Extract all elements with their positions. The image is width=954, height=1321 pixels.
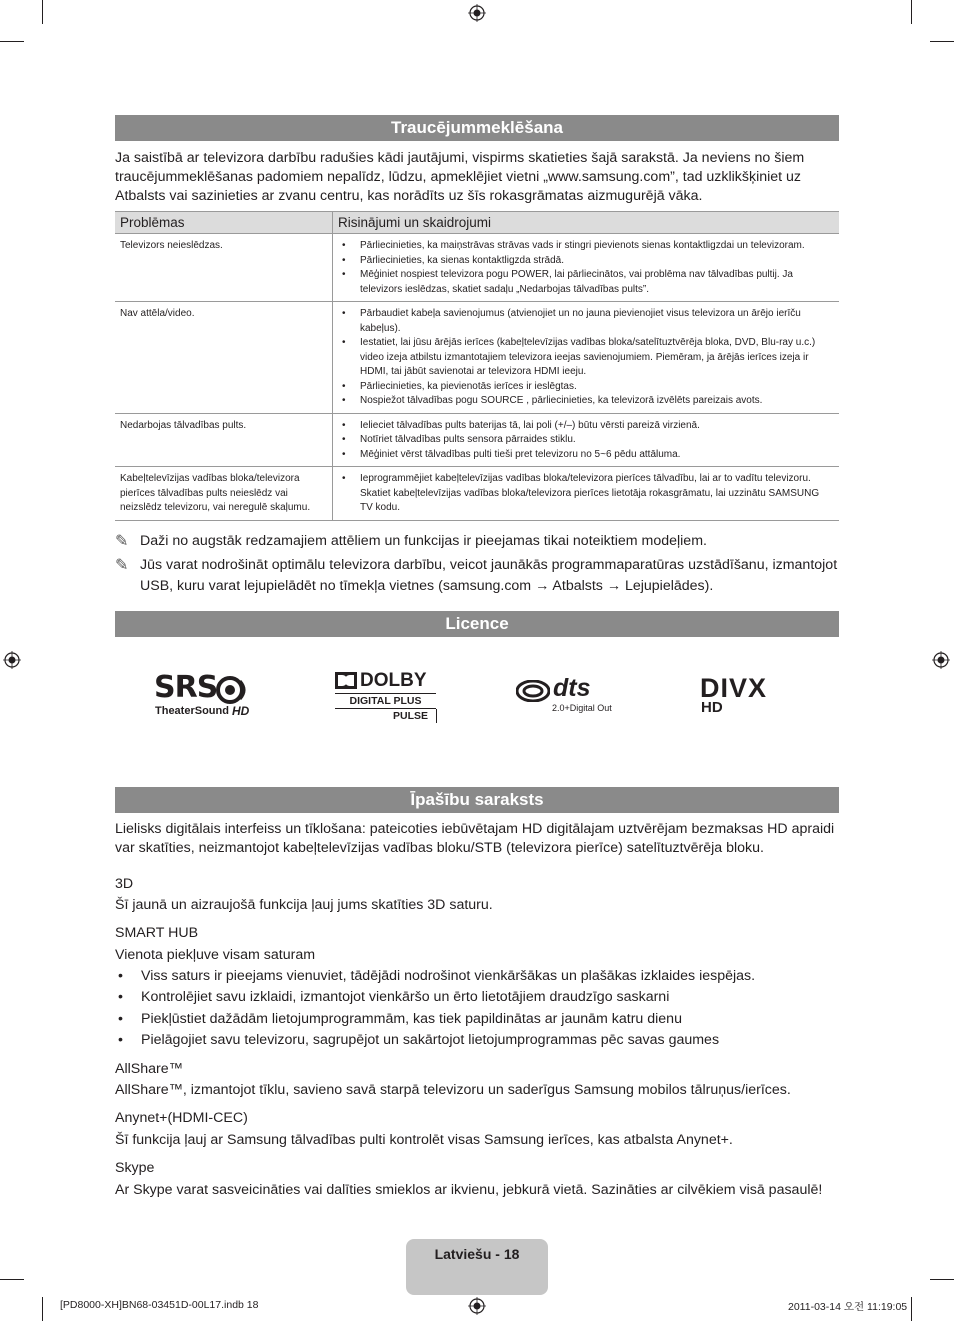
solution-cell xyxy=(333,302,840,414)
smarthub-bullet: • Pielāgojiet savu televizoru, sagrupējot un sakārtojot lietojumprogrammas pēc savas gaumes xyxy=(115,1032,839,1048)
crop-mark xyxy=(911,1297,912,1321)
dolby-digital-plus-logo xyxy=(335,671,437,725)
solution-item: • Pārliecinieties, ka maiņstrāvas strāvas vads ir stingri pievienots sienas kontaktligzdai un televizoram. xyxy=(338,239,834,254)
dolby-logo-text: DOLBY xyxy=(360,670,427,691)
crop-mark xyxy=(42,0,43,24)
features-intro: Lielisks digitālais interfeiss un tīklošana: pateicoties iebūvētajam HD digitālajam uztvērējam bezmaksas HD apraidi var skatīties, neizmantojot kabeļtelevīzijas vadības bloku/STB (televizora pierīce) satelītuztvērēja bloku. xyxy=(115,821,835,856)
divx-hd-logo xyxy=(700,673,800,717)
table-row xyxy=(115,467,839,521)
pencil-note-icon: ✎ xyxy=(115,533,129,550)
feature-skype-text: Ar Skype varat sasveicināties vai dalīties smieklos ar ikvienu, jebkurā vietā. Sazināties ar cilvēkiem visā pasaulē! xyxy=(115,1182,823,1198)
crop-mark xyxy=(0,1279,24,1280)
solution-cell xyxy=(333,413,840,467)
solution-cell xyxy=(333,234,840,302)
problem-cell: Televizors neieslēdzas. xyxy=(115,234,333,302)
table-row xyxy=(115,413,839,467)
srs-logo-text: TheaterSound xyxy=(155,705,229,717)
registration-mark-icon xyxy=(932,651,950,669)
solution-item: • Ielieciet tālvadības pults baterijas tā, lai poli (+/–) būtu vērsti pareizā virzienā. xyxy=(338,419,834,434)
crop-mark xyxy=(930,1279,954,1280)
page-number: Latviešu - 18 xyxy=(434,1246,520,1262)
srs-theatersound-hd-logo: SRS TheaterSound HD xyxy=(154,670,250,718)
table-row xyxy=(115,234,839,302)
feature-anynet-text: Šī funkcija ļauj ar Samsung tālvadības pulti kontrolēt visas Samsung ierīces, kas atbalsta Anynet+. xyxy=(115,1132,733,1148)
feature-3d-title: 3D xyxy=(115,876,134,892)
feature-smarthub-title: SMART HUB xyxy=(115,925,199,941)
feature-skype-title: Skype xyxy=(115,1160,155,1176)
solution-item: • Pārliecinieties, ka sienas kontaktligzda strādā. xyxy=(338,254,834,269)
crop-mark xyxy=(0,41,24,42)
feature-smarthub-subtitle: Vienota piekļuve visam saturam xyxy=(115,947,316,963)
table-row xyxy=(115,302,839,414)
solution-item: • Notīriet tālvadības pults sensora pārraides stiklu. xyxy=(338,433,834,448)
dolby-digital-plus-text: DIGITAL PLUS xyxy=(335,693,436,709)
divx-logo-text: DIVX xyxy=(700,673,768,703)
solution-item: • Pārliecinieties, ka pievienotās ierīces ir ieslēgtas. xyxy=(338,380,834,395)
dts-logo-text: dts xyxy=(553,674,591,702)
problem-cell: Nav attēla/video. xyxy=(115,302,333,414)
note-text: Daži no augstāk redzamajiem attēliem un funkcijas ir pieejamas tikai noteiktiem modeļiem. xyxy=(140,533,707,549)
solution-item: • Nospiežot tālvadības pogu SOURCE , pārliecinieties, ka televizorā izvēlēts pareizais avots. xyxy=(338,394,834,409)
crop-mark xyxy=(911,0,912,24)
note-text: Jūs varat nodrošināt optimālu televizora darbību, veicot jaunākās programmaparatūras uzstādīšanu, izmantojot USB, kuru varat lejupielādēt no tīmekļa vietnes (samsung.com → Atbalsts → Lejupielādes). xyxy=(140,557,838,594)
dts-logo xyxy=(516,674,618,715)
smarthub-bullet: • Viss saturs ir pieejams vienuviet, tādējādi nodrošinot vienkāršākas un plašākas izklaides iespējas. xyxy=(115,968,839,984)
smarthub-bullet: • Kontrolējiet savu izklaidi, izmantojot vienkāršo un ērto lietotājiem draudzīgo saskarni xyxy=(115,989,839,1005)
solution-item: • Ieprogrammējiet kabeļtelevīzijas vadības bloka/televizora pierīces tālvadību, lai ar to vadītu televizoru. Skatiet kabeļtelevīzijas vadības bloka/televizora pierīces lietotāja rokasgrāmatu, lai uzzinātu SAMSUNG TV kodu. xyxy=(338,472,834,516)
note-firmware xyxy=(115,555,839,597)
dts-logo-subtext: 2.0+Digital Out xyxy=(552,703,612,713)
section-title-features: Īpašību saraksts xyxy=(115,787,839,813)
smarthub-bullet: • Piekļūstiet dažādām lietojumprogrammām, kas tiek papildinātas ar jaunām katru dienu xyxy=(115,1011,839,1027)
footer-timestamp: 2011-03-14 오전 11:19:05 xyxy=(788,1301,908,1313)
solution-item: • Mēģiniet vērst tālvadības pulti tieši pret televizoru no 5~6 pēdu attāluma. xyxy=(338,448,834,463)
column-header-problem: Problēmas xyxy=(115,212,333,234)
solution-item: • Mēģiniet nospiest televizora pogu POWER, lai pārliecinātos, vai problēma nav tālvadības pultij. Ja televizors ieslēdzas, skatiet sadaļu „Nedarbojas tālvadības pults”. xyxy=(338,268,834,297)
problem-cell: Nedarbojas tālvadības pults. xyxy=(115,413,333,467)
registration-mark-icon xyxy=(468,1297,486,1315)
troubleshooting-intro: Ja saistībā ar televizora darbību radušies kādi jautājumi, vispirms skatieties šajā sarakstā. Ja neviens no šiem traucējummeklēšanas padomiem nepalīdz, lūdzu, apmeklējiet vietni „www.samsung.com”, tad uzklikšķiniet uz Atbalsts vai sazinieties ar zvanu centru, kas norādīts uz šīs rokasgrāmatas aizmugurējā vāka. xyxy=(115,150,805,204)
registration-mark-icon xyxy=(468,4,486,22)
troubleshooting-table xyxy=(115,211,839,521)
crop-mark xyxy=(930,41,954,42)
pencil-note-icon: ✎ xyxy=(115,557,129,574)
problem-cell: Kabeļtelevīzijas vadības bloka/televizora pierīces tālvadības pults neieslēdz vai neizslēdz televizoru, vai neregulē skaļumu. xyxy=(115,467,333,521)
solution-cell xyxy=(333,467,840,521)
column-header-solution: Risinājumi un skaidrojumi xyxy=(333,212,840,234)
section-title-troubleshooting: Traucējummeklēšana xyxy=(115,115,839,141)
feature-allshare-title: AllShare™ xyxy=(115,1061,183,1077)
feature-anynet-title: Anynet+(HDMI-CEC) xyxy=(115,1110,248,1126)
footer-file-info: [PD8000-XH]BN68-03451D-00L17.indb 18 xyxy=(60,1299,259,1311)
registration-mark-icon xyxy=(3,651,21,669)
section-title-licence: Licence xyxy=(115,611,839,637)
solution-item: • Pārbaudiet kabeļa savienojumus (atvienojiet un no jauna pievienojiet visus televizora un ārējo ierīču kabeļus). xyxy=(338,307,834,336)
note-models xyxy=(115,531,839,552)
dolby-pulse-text: PULSE xyxy=(385,709,437,723)
feature-3d-text: Šī jaunā un aizraujošā funkcija ļauj jums skatīties 3D saturu. xyxy=(115,897,493,913)
divx-logo-subtext: HD xyxy=(701,699,723,716)
solution-item: • Iestatiet, lai jūsu ārējās ierīces (kabeļtelevīzijas vadības bloka/satelītuztvērēja bloka, DVD, Blu-ray u.c.) video izeja atbilstu izmantotajiem televizora ieejas savienojumiem. Piemēram, ja ārējās ierīces izeja ir HDMI, tai jābūt savienotai ar televizora HDMI ieeju. xyxy=(338,336,834,380)
feature-allshare-text: AllShare™, izmantojot tīklu, savieno savā starpā televizoru un saderīgus Samsung mobilos tālruņus/ierīces. xyxy=(115,1082,791,1098)
crop-mark xyxy=(42,1297,43,1321)
